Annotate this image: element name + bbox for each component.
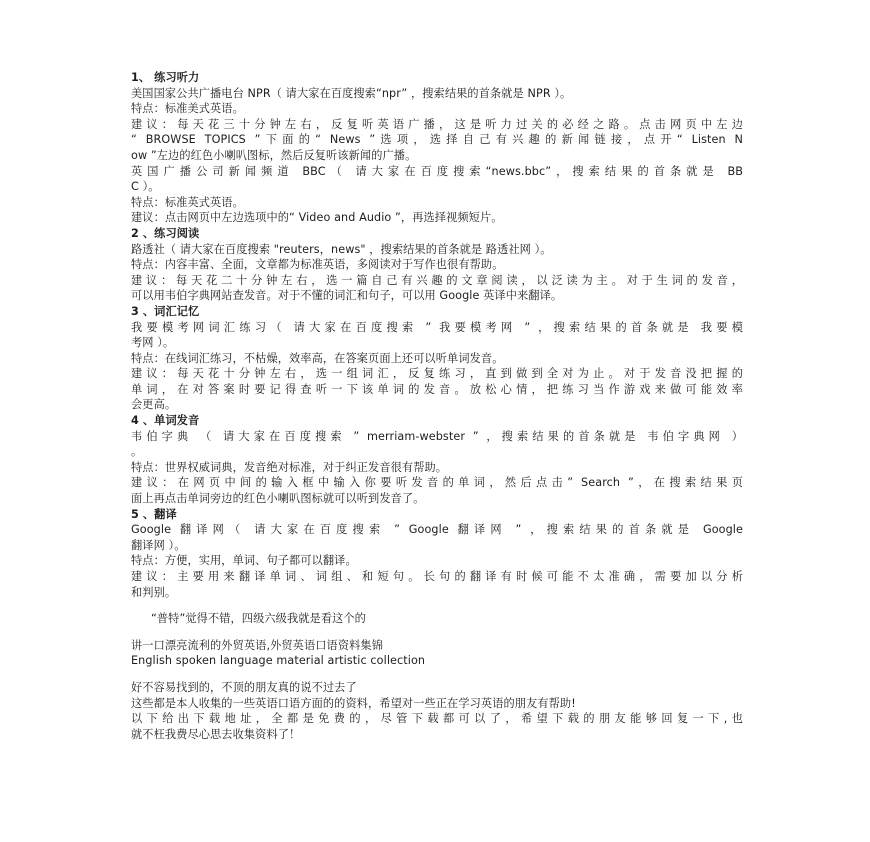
paragraph-line: 建议：主要用来翻译单词、词组、和短句。长句的翻译有时候可能不太准确，需要加以分析 [131, 570, 743, 583]
paragraph-line: 特点：方便，实用，单词、句子都可以翻译。 [131, 554, 357, 568]
paragraph-line: 我要模考网词汇练习（ 请大家在百度搜索 ” 我要模考网 ” ，搜索结果的首条就是 我要模 [131, 320, 743, 334]
paragraph-line: 韦伯字典 （ 请大家在百度搜索 ” merriam-webster ” ，搜索结果的首条就是 韦伯字典网 ） [131, 429, 743, 443]
paragraph-line: 美国国家公共广播电台 NPR（ 请大家在百度搜索“npr” ，搜索结果的首条就是 NPR ）。 [131, 86, 572, 100]
closing-line: 好不容易找到的，不顶的朋友真的说不过去了 [131, 680, 357, 694]
title-chinese: 讲一口漂亮流利的外贸英语,外贸英语口语资料集锦 [131, 638, 383, 652]
paragraph-line: 路透社（ 请大家在百度搜索 "reuters，news" ，搜索结果的首条就是 路透社网 ）。 [131, 242, 552, 256]
paragraph-line: 建议：每天花三十分钟左右，反复听英语广播，这是听力过关的必经之路。点击网页中左边 [131, 117, 743, 131]
paragraph-line: Google 翻译网（ 请大家在百度搜索 ” Google 翻译网 ” ，搜索结果的首条就是 Google [131, 523, 743, 537]
paragraph-line: 建议：点击网页中左边选项中的“ Video and Audio ”，再选择视频短片。 [131, 211, 503, 225]
paragraph-line: C ）。 [131, 180, 160, 194]
closing-line: 这些都是本人收集的一些英语口语方面的的资料，希望对一些正在学习英语的朋友有帮助! [131, 696, 576, 710]
note-line: “普特”觉得不错，四级六级我就是看这个的 [151, 612, 366, 626]
paragraph-line: 特点：标准英式英语。 [131, 195, 244, 209]
paragraph-line: 面上再点击单词旁边的红色小喇叭图标就可以听到发音了。 [131, 492, 425, 506]
paragraph-line: 建议：每天花十分钟左右，选一组词汇，反复练习，直到做到全对为止。对于发音没把握的 [131, 367, 743, 381]
paragraph-line: 特点：标准美式英语。 [131, 102, 244, 116]
paragraph-line: 特点：世界权威词典，发音绝对标准，对于纠正发音很有帮助。 [131, 460, 448, 474]
paragraph-line: 会更高。 [131, 398, 177, 412]
paragraph-line: 。 [131, 445, 143, 459]
paragraph-line: 建议：在网页中间的输入框中输入你要听发音的单词，然后点击” Search ”，在搜索结果页 [131, 476, 743, 490]
closing-line: 以下给出下载地址，全都是免费的，尽管下载都可以了，希望下载的朋友能够回复一下,也 [131, 712, 743, 726]
paragraph-line: 特点：内容丰富、全面，文章都为标准英语，多阅读对于写作也很有帮助。 [131, 258, 504, 272]
title-english: English spoken language material artistic collection [131, 654, 426, 668]
section-heading-pronunciation: 4 、单词发音 [131, 414, 200, 428]
paragraph-line: 单词，在对答案时要记得查听一下该单词的发音。放松心情，把练习当作游戏来做可能效率 [131, 382, 743, 396]
paragraph-line: 考网 ）。 [131, 336, 175, 350]
paragraph-line: 和判别。 [131, 585, 177, 599]
paragraph-line: ow ”左边的红色小喇叭图标，然后反复听该新闻的广播。 [131, 148, 417, 162]
paragraph-line: 建议：每天花二十分钟左右，选一篇自己有兴趣的文章阅读，以泛读为主。对于生词的发音， [131, 273, 743, 287]
paragraph-line: 特点：在线词汇练习，不枯燥，效率高，在答案页面上还可以听单词发音。 [131, 351, 504, 365]
section-heading-reading: 2 、练习阅读 [131, 226, 200, 240]
paragraph-line: 可以用韦伯字典网站查发音。对于不懂的词汇和句子，可以用 Google 英译中来翻译。 [131, 289, 563, 303]
section-heading-listening: 1、 练习听力 [131, 71, 200, 84]
section-heading-vocabulary: 3 、词汇记忆 [131, 304, 200, 318]
document-page [131, 70, 743, 742]
paragraph-line: “ BROWSE TOPICS ”下面的“ News ”选项，选择自己有兴趣的新闻链接，点开“ Listen N [131, 133, 743, 147]
section-heading-translation: 5 、翻译 [131, 507, 177, 521]
paragraph-line: 翻译网 ）。 [131, 538, 186, 552]
closing-line: 就不枉我费尽心思去收集资料了！ [131, 727, 301, 741]
paragraph-line: 英国广播公司新闻频道 BBC（ 请大家在百度搜索“news.bbc”，搜索结果的首条就是 BB [131, 164, 743, 178]
